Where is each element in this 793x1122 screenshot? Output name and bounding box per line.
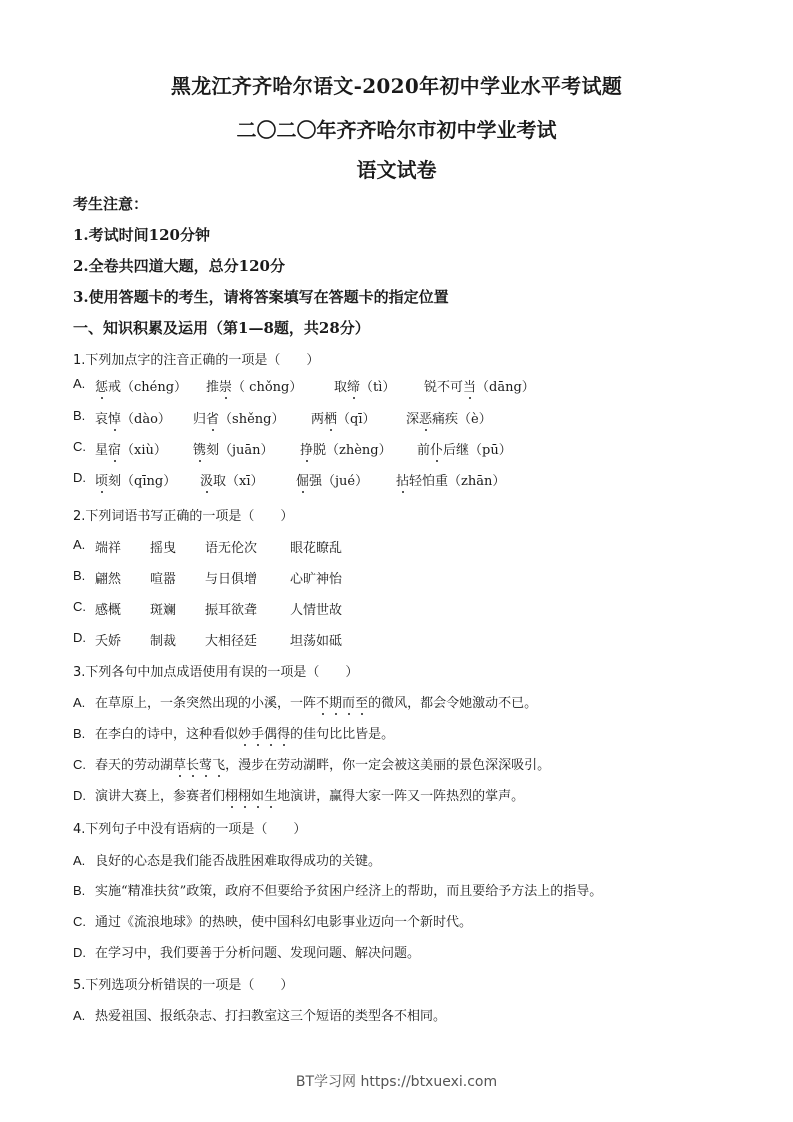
dotted-char: 栖 [324,408,337,427]
dotted-char: 恶 [419,408,432,427]
question-4-stem: 4.下列句子中没有语病的一项是（ ） [73,822,307,837]
option-row [73,850,381,869]
option-term: 镌刻（juān） [193,439,274,458]
dotted-char: 镌 [193,439,206,458]
option-term: 顷刻（qīng） [95,470,176,489]
option-term: 拈轻怕重（zhān） [396,470,505,489]
question-1-stem: 1.下列加点字的注音正确的一项是（ ） [73,353,320,368]
dotted-char: 栩 [225,785,238,804]
question-3-stem: 3.下列各句中加点成语使用有误的一项是（ ） [73,665,359,680]
dotted-char: 手 [251,723,264,742]
dotted-char: 期 [329,692,342,711]
option-term: 深恶痛疾（è） [406,408,492,427]
option-row: C. 春天的劳动湖草长莺飞，漫步在劳动湖畔，你一定会被这美丽的景色深深吸引。 [73,754,550,773]
option-word: 振耳欲聋 [205,603,258,618]
option-word: 翩然 [95,572,122,587]
dotted-char: 草 [173,754,186,773]
option-row: B. 在李白的诗中，这种看似妙手偶得的佳句比比皆是。 [73,723,394,742]
option-label: C. [73,599,86,614]
dotted-char: 生 [264,785,277,804]
option-row [73,376,693,395]
dotted-char: 崇 [219,376,232,395]
option-text: 热爱祖国、报纸杂志、打扫教室这三个短语的类型各不相同。 [95,1009,447,1024]
dotted-char: 缔 [347,376,360,395]
option-text: 通过《流浪地球》的热映，使中国科幻电影事业迈向一个新时代。 [95,915,473,930]
notice-item-3: 3.使用答题卡的考生，请将答案填写在答题卡的指定位置 [73,288,449,306]
dotted-char: 汲 [200,470,213,489]
option-row: A. 在草原上，一条突然出现的小溪，一阵不期而至的微风，都会令她激动不已。 [73,692,537,711]
option-term: 汲取（xī） [200,470,264,489]
dotted-char: 宿 [108,439,121,458]
option-row [73,942,420,961]
option-label: C. [73,439,86,454]
option-label: B. [73,408,86,423]
option-word: 心旷神怡 [290,572,343,587]
option-term: 星宿（xiù） [95,439,167,458]
dotted-char: 如 [251,785,264,804]
option-row [73,1005,446,1024]
option-term: 惩戒（chéng） [95,376,187,395]
dotted-char: 悼 [108,408,121,427]
option-term: 倔强（jué） [296,470,368,489]
dotted-char: 惩 [95,376,108,395]
option-text: 在学习中，我们要善于分析问题、发现问题、解决问题。 [95,946,421,961]
option-label: A. [73,1008,86,1023]
option-label: A. [73,376,86,391]
option-term: 挣脱（zhèng） [300,439,392,458]
option-row [73,911,472,930]
option-term: 推崇（ chǒng） [206,376,302,395]
dotted-char: 飞 [212,754,225,773]
option-word: 喧嚣 [150,572,177,587]
option-word: 语无伦次 [205,541,258,556]
option-label: C. [73,914,86,929]
notice-item-1: 1.考试时间120分钟 [73,226,210,244]
option-term: 哀悼（dào） [95,408,171,427]
option-term: 归省（shěng） [193,408,284,427]
dotted-char: 长 [186,754,199,773]
dotted-char: 偶 [264,723,277,742]
option-text: 良好的心态是我们能否战胜困难取得成功的关键。 [95,854,382,869]
option-label: A. [73,537,86,552]
dotted-char: 省 [206,408,219,427]
exam-subtitle: 二〇二〇年齐齐哈尔市初中学业考试 [236,118,557,142]
option-row [73,470,693,489]
document-title: 黑龙江齐齐哈尔语文-2020年初中学业水平考试题 [170,74,623,98]
option-word: 大相径廷 [205,634,258,649]
dotted-char: 栩 [238,785,251,804]
option-text: 实施“精准扶贫”政策，政府不但要给予贫困户经济上的帮助，而且要给予方法上的指导。 [95,884,603,899]
option-term: 前仆后继（pū） [417,439,512,458]
option-word: 人情世故 [290,603,343,618]
question-5-stem: 5.下列选项分析错误的一项是（ ） [73,978,294,993]
dotted-char: 莺 [199,754,212,773]
watermark-footer: BT学习网 https://btxuexi.com [295,1074,498,1090]
dotted-char: 妙 [238,723,251,742]
question-2-stem: 2.下列词语书写正确的一项是（ ） [73,509,294,524]
option-word: 夭娇 [95,634,122,649]
option-row [73,439,693,458]
option-word: 斑斓 [150,603,177,618]
option-row [73,568,473,587]
dotted-char: 仆 [430,439,443,458]
option-row [73,537,473,556]
option-label: A. [73,695,86,710]
notice-heading: 考生注意： [73,195,149,213]
dotted-char: 得 [277,723,290,742]
option-label: A. [73,853,86,868]
option-row [73,599,473,618]
option-label: C. [73,757,86,772]
paper-title: 语文试卷 [356,158,437,182]
option-label: D. [73,945,86,960]
dotted-char: 而 [342,692,355,711]
dotted-char: 倔 [296,470,309,489]
option-word: 摇曳 [150,541,177,556]
option-word: 感概 [95,603,122,618]
option-word: 端祥 [95,541,122,556]
option-word: 眼花瞭乱 [290,541,343,556]
dotted-char: 挣 [300,439,313,458]
dotted-char: 拈 [396,470,409,489]
option-label: B. [73,726,86,741]
notice-item-2: 2.全卷共四道大题，总分120分 [73,257,285,275]
option-label: D. [73,630,86,645]
option-row [73,880,602,899]
dotted-char: 当 [463,376,476,395]
option-row [73,408,693,427]
option-word: 与日俱增 [205,572,258,587]
option-row [73,630,473,649]
option-label: D. [73,788,86,803]
option-term: 锐不可当（dāng） [424,376,535,395]
option-term: 两栖（qī） [311,408,376,427]
option-row: D. 演讲大赛上，参赛者们栩栩如生地演讲，赢得大家一阵又一阵热烈的掌声。 [73,785,524,804]
option-label: D. [73,470,86,485]
option-label: B. [73,568,86,583]
dotted-char: 顷 [95,470,108,489]
section-heading: 一、知识积累及运用（第1—8题，共28分） [73,319,370,337]
option-word: 坦荡如砥 [290,634,343,649]
option-label: B. [73,883,86,898]
dotted-char: 至 [355,692,368,711]
option-word: 制裁 [150,634,177,649]
option-term: 取缔（tì） [334,376,395,395]
dotted-char: 不 [316,692,329,711]
